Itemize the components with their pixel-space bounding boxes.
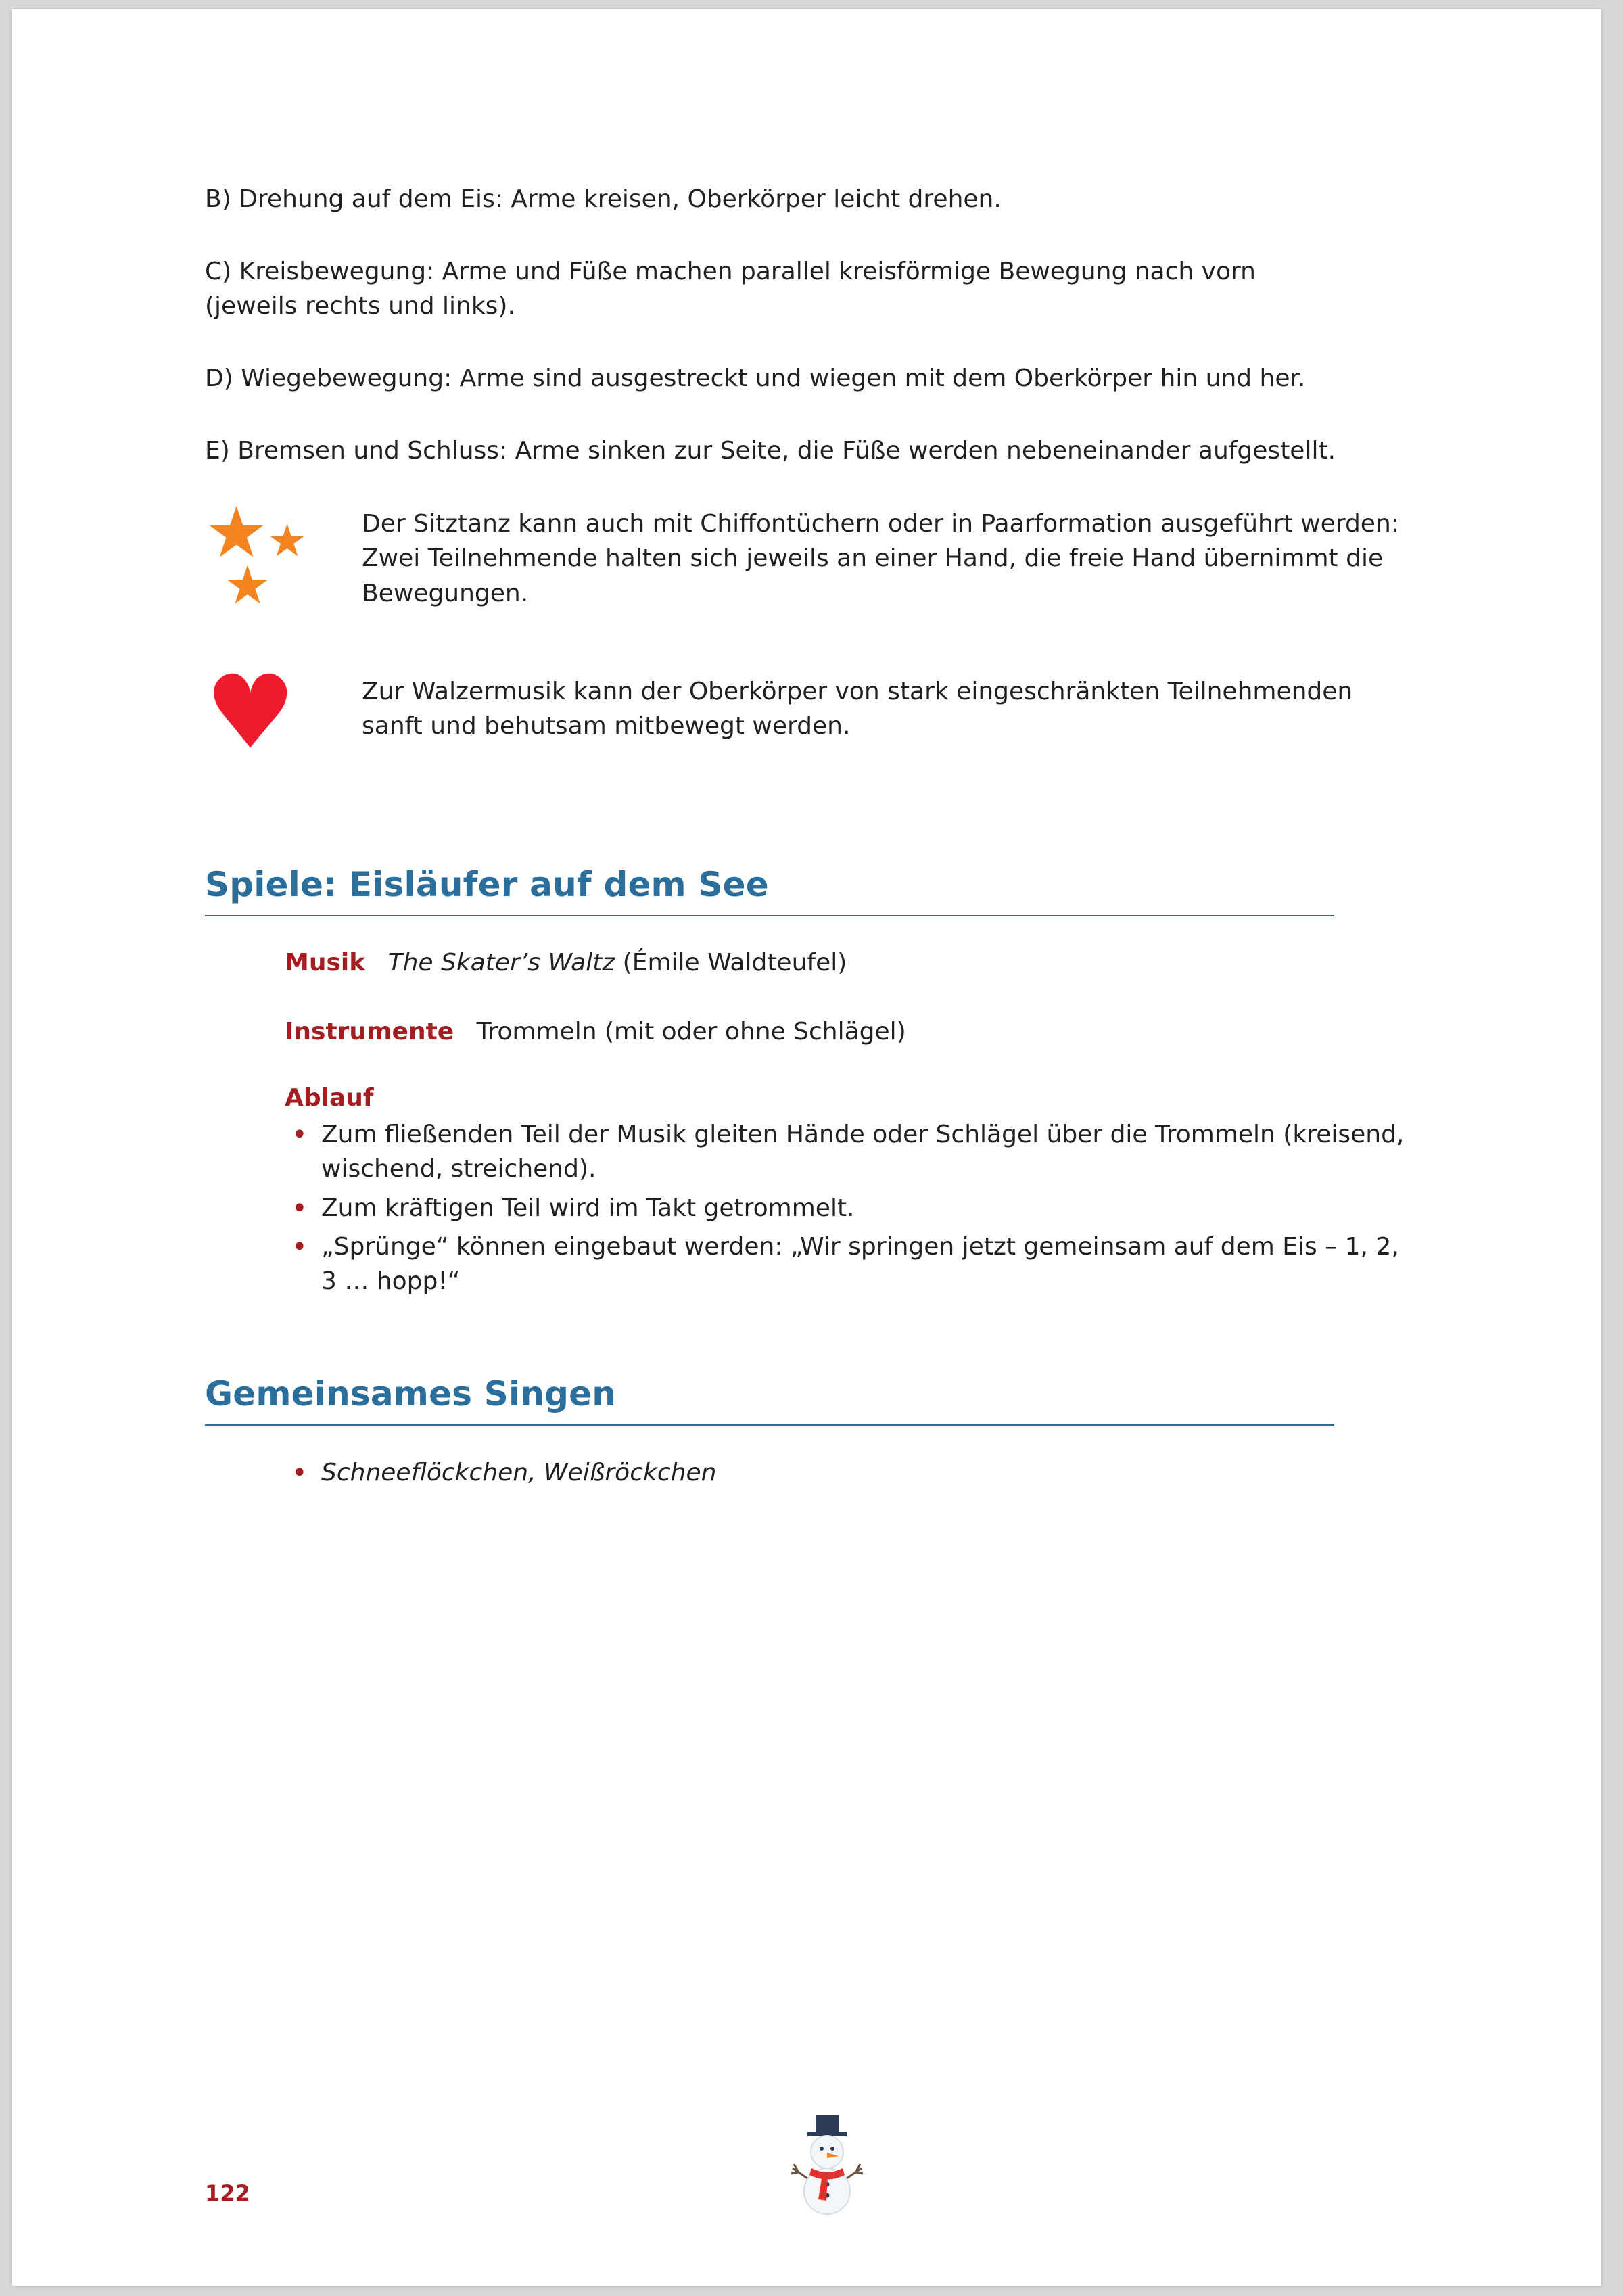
song-list — [285, 1455, 1415, 1490]
paragraph-b: B) Drehung auf dem Eis: Arme kreisen, Oberkörper leicht drehen. — [205, 185, 1002, 213]
tip-block-stars — [205, 490, 1415, 642]
tip-stars-text: Der Sitztanz kann auch mit Chiffontüchern oder in Paarformation ausgeführt werden: Zwei Teilnehmende halten sich jeweils an einer Hand, die freie Hand übernimmt die Bewegungen. — [362, 509, 1399, 608]
tip-heart-text: Zur Walzermusik kann der Oberkörper von stark eingeschränkten Teilnehmenden sanft und behutsam mitbewegt werden. — [362, 677, 1353, 741]
star-icon: ★ — [205, 490, 268, 573]
paragraph-d: D) Wiegebewegung: Arme sind ausgestreckt und wiegen mit dem Oberkörper hin und her. — [205, 365, 1306, 393]
document-page — [12, 9, 1601, 2286]
star-icon: ★ — [267, 514, 308, 567]
section-divider — [205, 915, 1334, 916]
stars-icon-group — [205, 490, 347, 635]
page-content — [205, 182, 1415, 1494]
heart-icon: ♥ — [205, 653, 296, 772]
heart-icon-group — [205, 653, 347, 772]
list-item: • Zum kräftigen Teil wird im Takt getrommelt. — [285, 1191, 1415, 1225]
games-details — [285, 946, 1415, 1298]
music-row — [285, 946, 1415, 980]
music-composer: (Émile Waldteufel) — [622, 948, 847, 977]
list-item: • Zum fließenden Teil der Musik gleiten Hände oder Schlägel über die Trommeln (kreisend, wischend, streichend). — [285, 1117, 1415, 1186]
paragraph-e: E) Bremsen und Schluss: Arme sinken zur Seite, die Füße werden nebeneinander aufgestellt. — [205, 437, 1336, 465]
section-games — [205, 865, 1415, 1298]
star-icon: ★ — [224, 555, 271, 616]
procedure-list — [285, 1117, 1415, 1298]
instruments-row — [285, 1015, 1415, 1049]
music-label: Musik — [285, 948, 366, 977]
section-title-games: Spiele: Eisläufer auf dem See — [205, 864, 769, 904]
section-singing — [205, 1374, 1415, 1490]
music-title: The Skater’s Waltz — [387, 948, 615, 977]
song-details — [285, 1455, 1415, 1490]
paragraph-c: C) Kreisbewegung: Arme und Füße machen parallel kreisförmige Bewegung nach vorn (jeweils rechts und links). — [205, 258, 1256, 321]
section-title-singing: Gemeinsames Singen — [205, 1374, 617, 1413]
snowman-icon — [776, 2110, 878, 2245]
tip-block-heart — [205, 653, 1415, 810]
list-item: • Schneeflöckchen, Weißröckchen — [285, 1455, 1415, 1490]
procedure-label: Ablauf — [285, 1084, 374, 1112]
page-number: 122 — [205, 2180, 250, 2206]
instruments-value: Trommeln (mit oder ohne Schlägel) — [476, 1017, 906, 1046]
section-divider — [205, 1424, 1334, 1426]
list-item: • „Sprünge“ können eingebaut werden: „Wir springen jetzt gemeinsam auf dem Eis – 1, 2, 3 … hopp!“ — [285, 1229, 1415, 1298]
instruments-label: Instrumente — [285, 1017, 454, 1046]
